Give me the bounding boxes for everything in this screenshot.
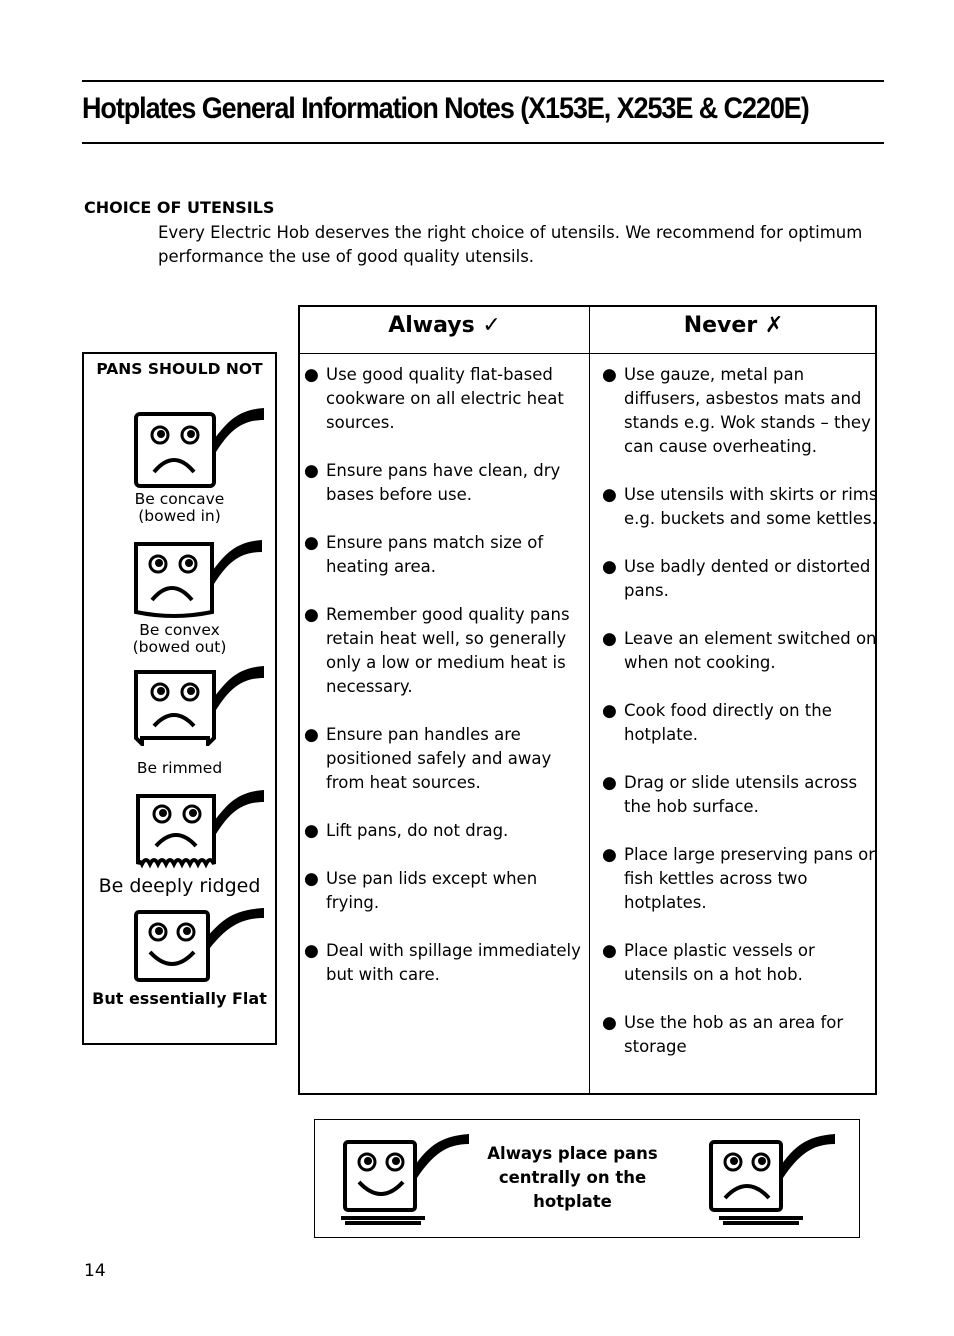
- happy-flat-pan-icon: [132, 906, 267, 984]
- list-item: ● Use good quality flat-based cookware on all electric heat sources.: [304, 365, 564, 432]
- pans-should-not-box: [82, 352, 277, 1045]
- list-item: ● Remember good quality pans retain heat well, so generally only a low or medium heat is necessary.: [304, 605, 570, 696]
- list-item: ● Deal with spillage immediately but with care.: [304, 941, 581, 984]
- list-item: ● Place large preserving pans or fish kettles across two hotplates.: [602, 845, 876, 912]
- list-item: ● Ensure pans have clean, dry bases before use.: [304, 461, 561, 504]
- sad-ridged-pan-icon: [132, 784, 267, 870]
- pan-label-ridged: Be deeply ridged: [98, 875, 261, 897]
- list-item: ● Use badly dented or distorted pans.: [602, 557, 871, 600]
- always-column-header: Always ✓: [388, 313, 501, 338]
- list-item: ● Ensure pan handles are positioned safely and away from heat sources.: [304, 725, 552, 792]
- page-title: Hotplates General Information Notes (X153E, X253E & C220E): [82, 92, 809, 125]
- list-item: ● Drag or slide utensils across the hob surface.: [602, 773, 858, 816]
- list-item: ● Use utensils with skirts or rims e.g. buckets and some kettles.: [602, 485, 878, 528]
- header-divider: [300, 353, 875, 354]
- sad-offset-pan-icon: [707, 1132, 839, 1230]
- pan-label-concave: Be concave (bowed in): [134, 490, 225, 525]
- list-item: ● Cook food directly on the hotplate.: [602, 701, 832, 744]
- pans-heading: PANS SHOULD NOT: [96, 360, 263, 378]
- list-item: ● Use the hob as an area for storage: [602, 1013, 844, 1056]
- section-heading: CHOICE OF UTENSILS: [84, 198, 275, 217]
- always-never-table: [298, 305, 877, 1095]
- list-item: ● Use pan lids except when frying.: [304, 869, 538, 912]
- list-item: ● Lift pans, do not drag.: [304, 821, 509, 841]
- placement-box: [314, 1119, 860, 1238]
- section-intro: Every Electric Hob deserves the right choice of utensils. We recommend for optimum performance the use of good quality utensils.: [158, 223, 863, 266]
- list-item: ● Use gauze, metal pan diffusers, asbestos mats and stands e.g. Wok stands – they can cause overheating.: [602, 365, 871, 456]
- pan-label-convex: Be convex (bowed out): [132, 621, 227, 656]
- placement-text: Always place pans centrally on the hotplate: [487, 1144, 658, 1211]
- sad-concave-pan-icon: [132, 402, 267, 490]
- top-rule: [82, 80, 884, 82]
- sad-convex-pan-icon: [130, 534, 265, 622]
- happy-centred-pan-icon: [339, 1132, 471, 1230]
- never-list: [602, 363, 878, 1083]
- pan-label-rimmed: Be rimmed: [136, 759, 223, 777]
- pan-label-flat: But essentially Flat: [92, 989, 267, 1008]
- always-list: [304, 363, 590, 1011]
- list-item: ● Place plastic vessels or utensils on a hot hob.: [602, 941, 815, 984]
- title-underline: [82, 142, 884, 144]
- list-item: ● Leave an element switched on when not cooking.: [602, 629, 877, 672]
- sad-rimmed-pan-icon: [132, 660, 267, 746]
- page-number: 14: [84, 1261, 106, 1281]
- list-item: ● Ensure pans match size of heating area.: [304, 533, 544, 576]
- never-column-header: Never ✗: [683, 313, 784, 338]
